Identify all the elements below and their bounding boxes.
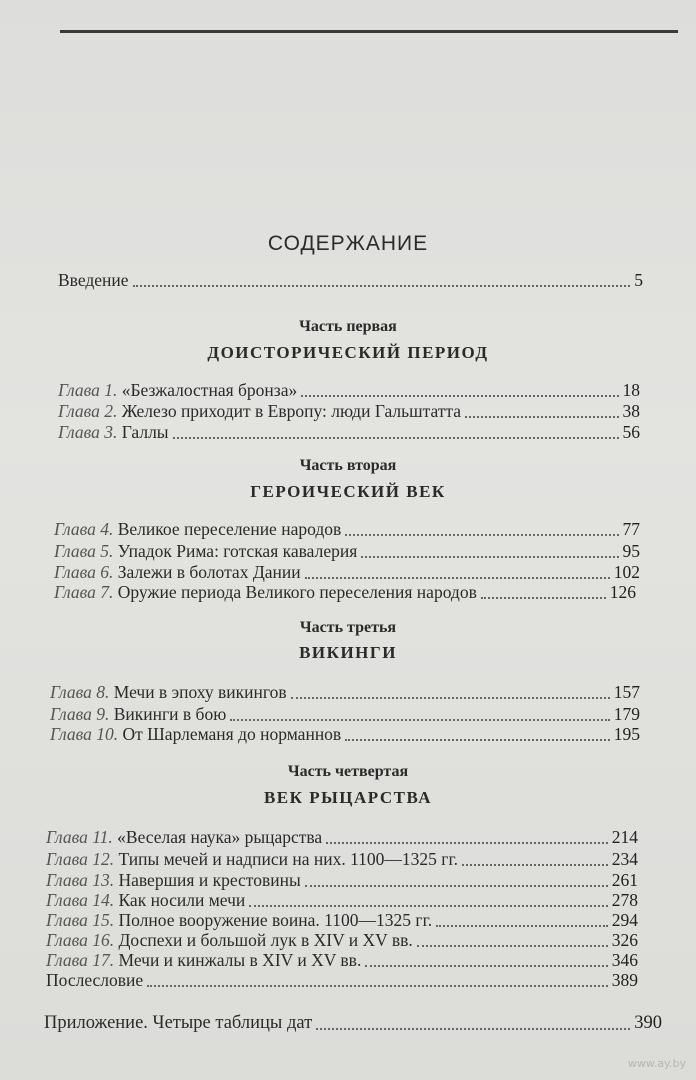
- chapter-title: Галлы: [121, 422, 169, 442]
- part-label: Часть первая: [299, 318, 397, 335]
- toc-chapter: [54, 519, 640, 540]
- part-label: Часть четвертая: [287, 763, 409, 780]
- toc-chapter: [46, 950, 638, 971]
- chapter-title: Типы мечей и надписи на них. 1100—1325 гг.: [118, 849, 459, 869]
- chapter-page: 38: [622, 401, 640, 421]
- leader-dots: [326, 842, 608, 844]
- part-label: Часть третья: [299, 619, 397, 636]
- toc-chapter: [58, 401, 640, 422]
- chapter-title: Великое переселение народов: [117, 519, 342, 539]
- toc-chapter: [54, 541, 640, 562]
- leader-dots: [345, 739, 610, 741]
- chapter-number: Глава 14.: [46, 890, 115, 910]
- chapter-title: Как носили мечи: [118, 890, 246, 910]
- toc-chapter: [46, 827, 638, 848]
- chapter-title: Мечи и кинжалы в XIV и XV вв.: [118, 950, 362, 970]
- chapter-number: Глава 10.: [50, 724, 119, 744]
- toc-chapter: [58, 422, 640, 443]
- leader-dots: [173, 437, 619, 439]
- chapter-number: Глава 13.: [46, 870, 115, 890]
- toc-chapter: [50, 724, 640, 745]
- leader-dots: [365, 965, 607, 967]
- chapter-number: Глава 3.: [58, 422, 118, 442]
- toc-chapter: [46, 849, 638, 870]
- leader-dots: [481, 597, 606, 599]
- leader-dots: [249, 905, 607, 907]
- chapter-number: Глава 6.: [54, 562, 114, 582]
- chapter-number: Глава 12.: [46, 849, 115, 869]
- chapter-title: Навершия и крестовины: [118, 870, 301, 890]
- leader-dots: [147, 985, 608, 987]
- chapter-title: Полное вооружение воина. 1100—1325 гг.: [118, 910, 433, 930]
- watermark: www.ay.by: [627, 1057, 686, 1070]
- toc-chapter: [46, 890, 638, 911]
- leader-dots: [230, 719, 609, 721]
- toc-chapter: [50, 704, 640, 725]
- chapter-page: 179: [613, 704, 640, 724]
- chapter-number: Глава 9.: [50, 704, 110, 724]
- part-title: ВИКИНГИ: [299, 643, 397, 662]
- part-title: ВЕК РЫЦАРСТВА: [263, 788, 433, 807]
- chapter-page: 261: [611, 870, 638, 890]
- chapter-number: Глава 15.: [46, 910, 115, 930]
- part-label: Часть вторая: [299, 457, 397, 474]
- chapter-page: 278: [611, 890, 638, 910]
- chapter-page: 56: [622, 422, 640, 442]
- chapter-page: 95: [622, 541, 640, 561]
- leader-dots: [133, 285, 631, 287]
- chapter-page: 294: [611, 910, 638, 930]
- chapter-page: 195: [613, 724, 640, 744]
- chapter-page: 214: [611, 827, 638, 847]
- leader-dots: [316, 1028, 630, 1030]
- toc-entry-appendix: [44, 1013, 662, 1034]
- toc-chapter: [46, 930, 638, 951]
- chapter-number: Глава 17.: [46, 950, 115, 970]
- chapter-title: От Шарлеманя до норманнов: [122, 724, 342, 744]
- toc-entry-page: 389: [611, 970, 638, 990]
- chapter-title: «Веселая наука» рыцарства: [117, 827, 323, 847]
- toc-entry-page: 5: [634, 270, 643, 290]
- chapter-page: 126: [609, 582, 636, 602]
- chapter-number: Глава 4.: [54, 519, 114, 539]
- leader-dots: [361, 556, 618, 558]
- leader-dots: [436, 925, 608, 927]
- chapter-page: 346: [611, 950, 638, 970]
- chapter-number: Глава 5.: [54, 541, 114, 561]
- chapter-title: Оружие периода Великого переселения народов: [117, 582, 477, 602]
- chapter-title: Железо приходит в Европу: люди Гальштатта: [121, 401, 462, 421]
- leader-dots: [417, 945, 608, 947]
- chapter-number: Глава 8.: [50, 682, 110, 702]
- toc-entry-text: Послесловие: [46, 970, 144, 990]
- leader-dots: [465, 416, 618, 418]
- chapter-number: Глава 11.: [46, 827, 113, 847]
- chapter-title: Мечи в эпоху викингов: [113, 682, 287, 702]
- toc-chapter: [50, 682, 640, 703]
- part-title: ГЕРОИЧЕСКИЙ ВЕК: [250, 482, 446, 501]
- chapter-page: 18: [622, 380, 640, 400]
- toc-chapter: [58, 380, 640, 401]
- chapter-number: Глава 1.: [58, 380, 118, 400]
- chapter-page: 326: [611, 930, 638, 950]
- leader-dots: [305, 577, 610, 579]
- leader-dots: [345, 534, 618, 536]
- chapter-title: Викинги в бою: [113, 704, 227, 724]
- chapter-title: Доспехи и большой лук в XIV и XV вв.: [118, 930, 413, 950]
- chapter-number: Глава 2.: [58, 401, 118, 421]
- leader-dots: [462, 864, 608, 866]
- chapter-number: Глава 16.: [46, 930, 115, 950]
- toc-chapter: [54, 582, 636, 603]
- leader-dots: [301, 395, 618, 397]
- chapter-title: «Безжалостная бронза»: [121, 380, 298, 400]
- chapter-title: Упадок Рима: готская кавалерия: [117, 541, 358, 561]
- toc-chapter: [54, 562, 640, 583]
- chapter-page: 234: [611, 849, 638, 869]
- toc-entry-afterword: [46, 970, 638, 991]
- chapter-title: Залежи в болотах Дании: [117, 562, 301, 582]
- chapter-page: 157: [613, 682, 640, 702]
- toc-entry-text: Приложение. Четыре таблицы дат: [44, 1013, 313, 1033]
- toc-chapter: [46, 910, 638, 931]
- part-title: ДОИСТОРИЧЕСКИЙ ПЕРИОД: [207, 343, 489, 362]
- page-title: СОДЕРЖАНИЕ: [267, 232, 429, 255]
- toc-entry-text: Введение: [58, 270, 129, 290]
- toc-entry-intro: [58, 270, 643, 291]
- leader-dots: [291, 697, 610, 699]
- top-rule: [60, 30, 678, 33]
- chapter-number: Глава 7.: [54, 582, 114, 602]
- chapter-page: 102: [613, 562, 640, 582]
- toc-entry-page: 390: [634, 1013, 662, 1033]
- toc-chapter: [46, 870, 638, 891]
- chapter-page: 77: [622, 519, 640, 539]
- leader-dots: [305, 885, 608, 887]
